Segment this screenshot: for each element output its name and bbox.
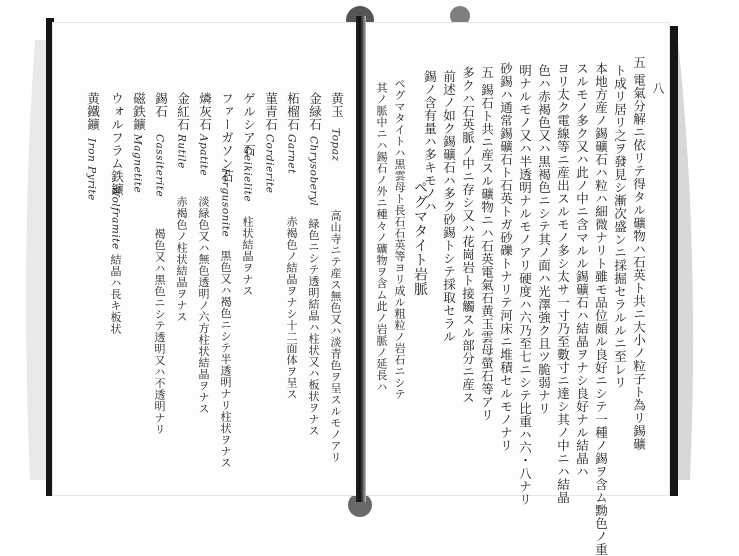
section-heading: ペグマタイト岩脈 <box>412 180 428 296</box>
right-line-12: 錫ノ含有量ハ多キモノハ <box>422 70 438 213</box>
mineral-latin-1: Topaz <box>329 128 342 162</box>
mineral-name-3: 柘榴石 <box>285 92 301 131</box>
mineral-latin-6: Fergusonite <box>219 168 232 238</box>
mineral-desc-5: 柱状結晶ヲナス <box>241 216 254 297</box>
right-sub-line-1: ペグマタイトハ黒雲母ト長石石英等ヨリ成ル粗粒ノ岩石ニシテ <box>393 78 406 400</box>
mineral-latin-2: Chrysoberyl <box>307 136 320 207</box>
mineral-latin-11: Wolframite <box>109 186 122 250</box>
mineral-latin-12: Iron Pyrite <box>85 138 98 201</box>
right-line-9: 五 錫石ト共ニ産スル礦物ニハ石英電氣石黄玉雲母螢石等アリ <box>479 66 495 422</box>
right-line-7: 明ナルモノ又ハ半透明ナルモノアリ硬度ハ六乃至七ニシテ比重ハ六・八ナリ <box>517 64 533 506</box>
mineral-name-2: 金緑石 <box>307 92 323 131</box>
right-line-3: 本地方産ノ錫礦石ハ粒ハ細微ナリト雖モ品位頗ル良好ニシテ一種ノ錫ヲ含ム黝色ノ重 <box>593 62 609 556</box>
book-spine <box>356 16 366 502</box>
mineral-desc-7: 淡緑色又ハ無色透明ノ六方柱状結晶ヲナス <box>197 196 210 415</box>
mineral-name-7: 燐灰石 <box>197 92 213 131</box>
right-line-8: 砂錫ハ通常錫礦石ト石英トガ砂礫トナリテ河床ニ堆積セルモノナリ <box>498 62 514 452</box>
mineral-name-5: ゲルシア石 <box>241 92 257 157</box>
mineral-latin-10: Magnetite <box>131 134 144 194</box>
mineral-latin-5: Geikielite <box>241 146 254 203</box>
mineral-name-10: 磁鉄鑛 <box>131 92 147 131</box>
mineral-desc-8: 赤褐色ノ柱状結晶ヲナス <box>175 196 188 323</box>
mineral-desc-1: 高山寺ニテ産ス無色又ハ淡青色ヲ呈スルモノアリ <box>329 210 342 463</box>
mineral-latin-8: Rutile <box>175 134 188 169</box>
mineral-desc-3: 赤褐色ノ結晶ヲナシ十二面体ヲ呈ス <box>285 216 298 400</box>
page-number: 八 <box>651 82 665 94</box>
right-sub-line-2: 其ノ脈中ニハ錫石ノ外ニ種々ノ礦物ヲ含ム此ノ岩脈ノ延長ハ <box>375 82 388 393</box>
mineral-desc-9: 褐色又ハ黒色ニシテ透明又ハ不透明ナリ <box>153 228 166 435</box>
mineral-name-8: 金紅石 <box>175 92 191 131</box>
right-line-4: スルモノ多ク又ハ此ノ中ニ含マルル錫礦石ハ結晶ヲナシ良好ナル結晶ハ <box>574 62 590 478</box>
right-line-2: ト成リ居リ之ヲ發見シ漸次盛ンニ採掘セラルルニ至レリ <box>612 64 628 389</box>
mineral-name-12: 黄鐵鑛 <box>85 92 101 131</box>
right-line-11: 前述ノ如ク錫礦石ハ多ク砂錫トシテ採取セラル <box>441 70 457 343</box>
right-line-1: 五 電氣分解ニ依リテ得タル礦物ハ石英ト共ニ大小ノ粒子ト為リ錫礦 <box>631 56 647 451</box>
mineral-latin-7: Apatite <box>197 134 210 177</box>
mineral-name-4: 菫青石 <box>263 92 279 131</box>
right-line-10: 多クハ石英脈ノ中ニ存シ又ハ花崗岩ト接觸スル部分ニ産ス <box>460 66 476 404</box>
mineral-name-6: ファーガソン石 <box>219 92 235 183</box>
mineral-latin-3: Garnet <box>285 134 298 174</box>
mineral-latin-9: Cassiterite <box>153 134 166 198</box>
mineral-name-1: 黄玉 <box>329 92 345 118</box>
right-line-5: ヨリ太ク電線等ニ産出スルモノ多シ太サ一寸乃至數寸ニ達シ其ノ中ニハ結晶 <box>555 62 571 504</box>
mineral-desc-11: 結晶ハ長キ板状 <box>109 254 122 335</box>
mineral-latin-4: Cordierite <box>263 134 276 194</box>
mineral-name-9: 錫石 <box>153 92 169 118</box>
mineral-desc-6: 黒色又ハ褐色ニシテ半透明ナリ柱状ヲナス <box>219 250 232 469</box>
mineral-desc-2: 緑色ニシテ透明結晶ハ柱状又ハ板状ヲナス <box>307 218 320 437</box>
mineral-name-11: ウォルフラム鉄鑛 <box>109 92 125 196</box>
right-line-6: 色ハ赤褐色又ハ黒褐色ニシテ其ノ面ハ光澤強ク且ツ脆弱ナリ <box>536 64 552 415</box>
